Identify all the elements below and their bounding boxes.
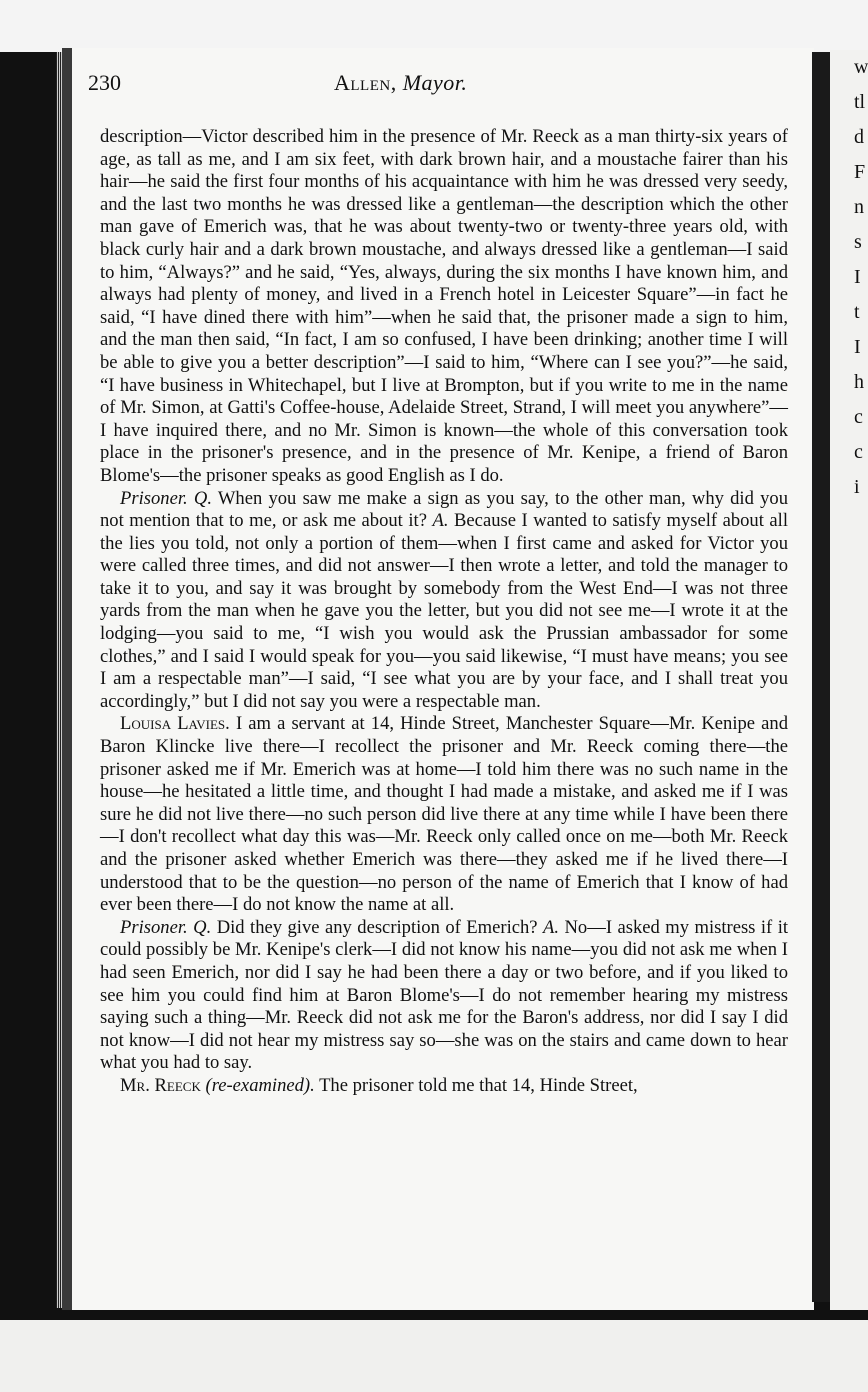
- paragraph-continuation: [100, 126, 788, 488]
- question-marker: Q.: [193, 487, 212, 509]
- witness-note: (re-examined).: [205, 1074, 315, 1096]
- bottom-margin: [0, 1320, 868, 1392]
- gutter-shadow: [812, 52, 830, 1302]
- page-header: [88, 70, 788, 110]
- paragraph-text: The prisoner told me that 14, Hinde Street,: [319, 1074, 638, 1096]
- fragment-text: F: [854, 161, 866, 183]
- paragraph-text: I am a servant at 14, Hinde Street, Manchester Square—Mr. Kenipe and Baron Klincke live there—I recollect the prisoner and Mr. Reeck coming there—the prisoner asked me if Mr. Emerich was at home—I told him there was no such name in the house—he hesitated a little time, and thought I had made a mistake, and asked me if I was sure he did not live there—no such person did live there at any time while I have been there—I don't recollect what day this was—Mr. Reeck only called once on me—both Mr. Reeck and the prisoner asked whether Emerich was there—they asked me if he lived there—I understood that to be the question—no person of the name of Emerich that I know of had ever been there—I do not know the name at all.: [100, 713, 789, 916]
- witness-name: Mr. Reeck: [120, 1074, 201, 1096]
- page-number: 230: [88, 70, 121, 95]
- answer-marker: A.: [432, 510, 449, 532]
- question-marker: Q.: [193, 916, 212, 938]
- answer-marker: A.: [543, 916, 560, 938]
- next-page-fragment: [830, 50, 868, 1310]
- fragment-text: w: [854, 56, 868, 78]
- question-text: When you saw me make a sign as you say, to the other man, why did you not mention that to me, or ask me about it?: [100, 487, 789, 532]
- fragment-text: I: [854, 336, 861, 358]
- running-head: [334, 70, 467, 96]
- fragment-text: d: [854, 126, 864, 148]
- fragment-text: h: [854, 371, 864, 393]
- fragment-text: i: [854, 476, 860, 498]
- fragment-text: c: [854, 441, 863, 463]
- paragraph-witness: [100, 713, 788, 916]
- fragment-text: s: [854, 231, 862, 253]
- fragment-text: tl: [854, 91, 866, 113]
- paragraph-witness: [100, 1075, 788, 1098]
- answer-text: No—I asked my mistress if it could possibly be Mr. Kenipe's clerk—I did not know his name—you did not ask me when I had seen Emerich, nor did I say he had been there a day or two before, and if you liked to see him you could find him at Baron Blome's—I do not remember hearing my mistress saying such a thing—Mr. Reeck did not ask me for the Baron's address, nor did I say I did not know—I did not hear my mistress say so—she was on the stairs and came down to hear what you had to say.: [100, 916, 789, 1074]
- paragraph-cross-examination: [100, 917, 788, 1075]
- running-head-name: Allen,: [334, 70, 397, 95]
- speaker-label: Prisoner.: [120, 916, 188, 938]
- fragment-text: I: [854, 266, 861, 288]
- answer-text: Because I wanted to satisfy myself about all the lies you told, not only a portion of them—when I first came and asked for Victor you were called three times, and did not answer—I then wrote a letter, and told the manager to take it to you, and say it was brought by somebody from the West End—I was not three yards from the man when he gave you the letter, but you did not see me—I wrote it at the lodging—you said to me, “I wish you would ask the Prussian ambassador for some clothes,” and I said I would speak for you—you said likewise, “I must have means; you see I am a respectable man”—I said, “I see what you are by your face, and I shall treat you accordingly,” but I did not say you were a respectable man.: [100, 510, 788, 712]
- running-head-title: Mayor.: [402, 70, 468, 95]
- body-text: [100, 126, 788, 1098]
- witness-name: Louisa Lavies.: [120, 713, 230, 735]
- fragment-text: t: [854, 301, 860, 323]
- fragment-text: n: [854, 196, 864, 218]
- question-text: Did they give any description of Emerich?: [216, 916, 538, 938]
- fragment-text: c: [854, 406, 863, 428]
- paragraph-cross-examination: [100, 488, 788, 714]
- speaker-label: Prisoner.: [120, 487, 188, 509]
- paragraph-text: description—Victor described him in the presence of Mr. Reeck as a man thirty-six years of age, as tall as me, and I am six feet, with dark brown hair, and a moustache fairer than his hair—he said the first four months of his acquaintance with him he was dressed very seedy, and the last two months he was dressed like a gentleman—the description which the other man gave of Emerich was, that he was about twenty-two or twenty-three years old, with black curly hair and a dark brown moustache, and always dressed like a gentleman—I said to him, “Always?” and he said, “Yes, always, during the six months I have known him, and always had plenty of money, and lived in a French hotel in Leicester Square”—in fact he said, “I have dined there with him”—when he said that, the prisoner made a sign to him, and the man then said, “In fact, I am so confused, I have been drinking; another time I will be able to give you a better description”—I said to him, “Where can I see you?”—he said, “I have business in Whitechapel, but I live at Brompton, but if you write to me in the name of Mr. Simon, at Gatti's Coffee-house, Adelaide Street, Strand, I will meet you anywhere”—I have inquired there, and no Mr. Simon is known—the whole of this conversation took place in the prisoner's presence, and in the presence of Mr. Kenipe, a friend of Baron Blome's—the prisoner speaks as good English as I do.: [100, 126, 788, 486]
- top-margin: [0, 0, 868, 52]
